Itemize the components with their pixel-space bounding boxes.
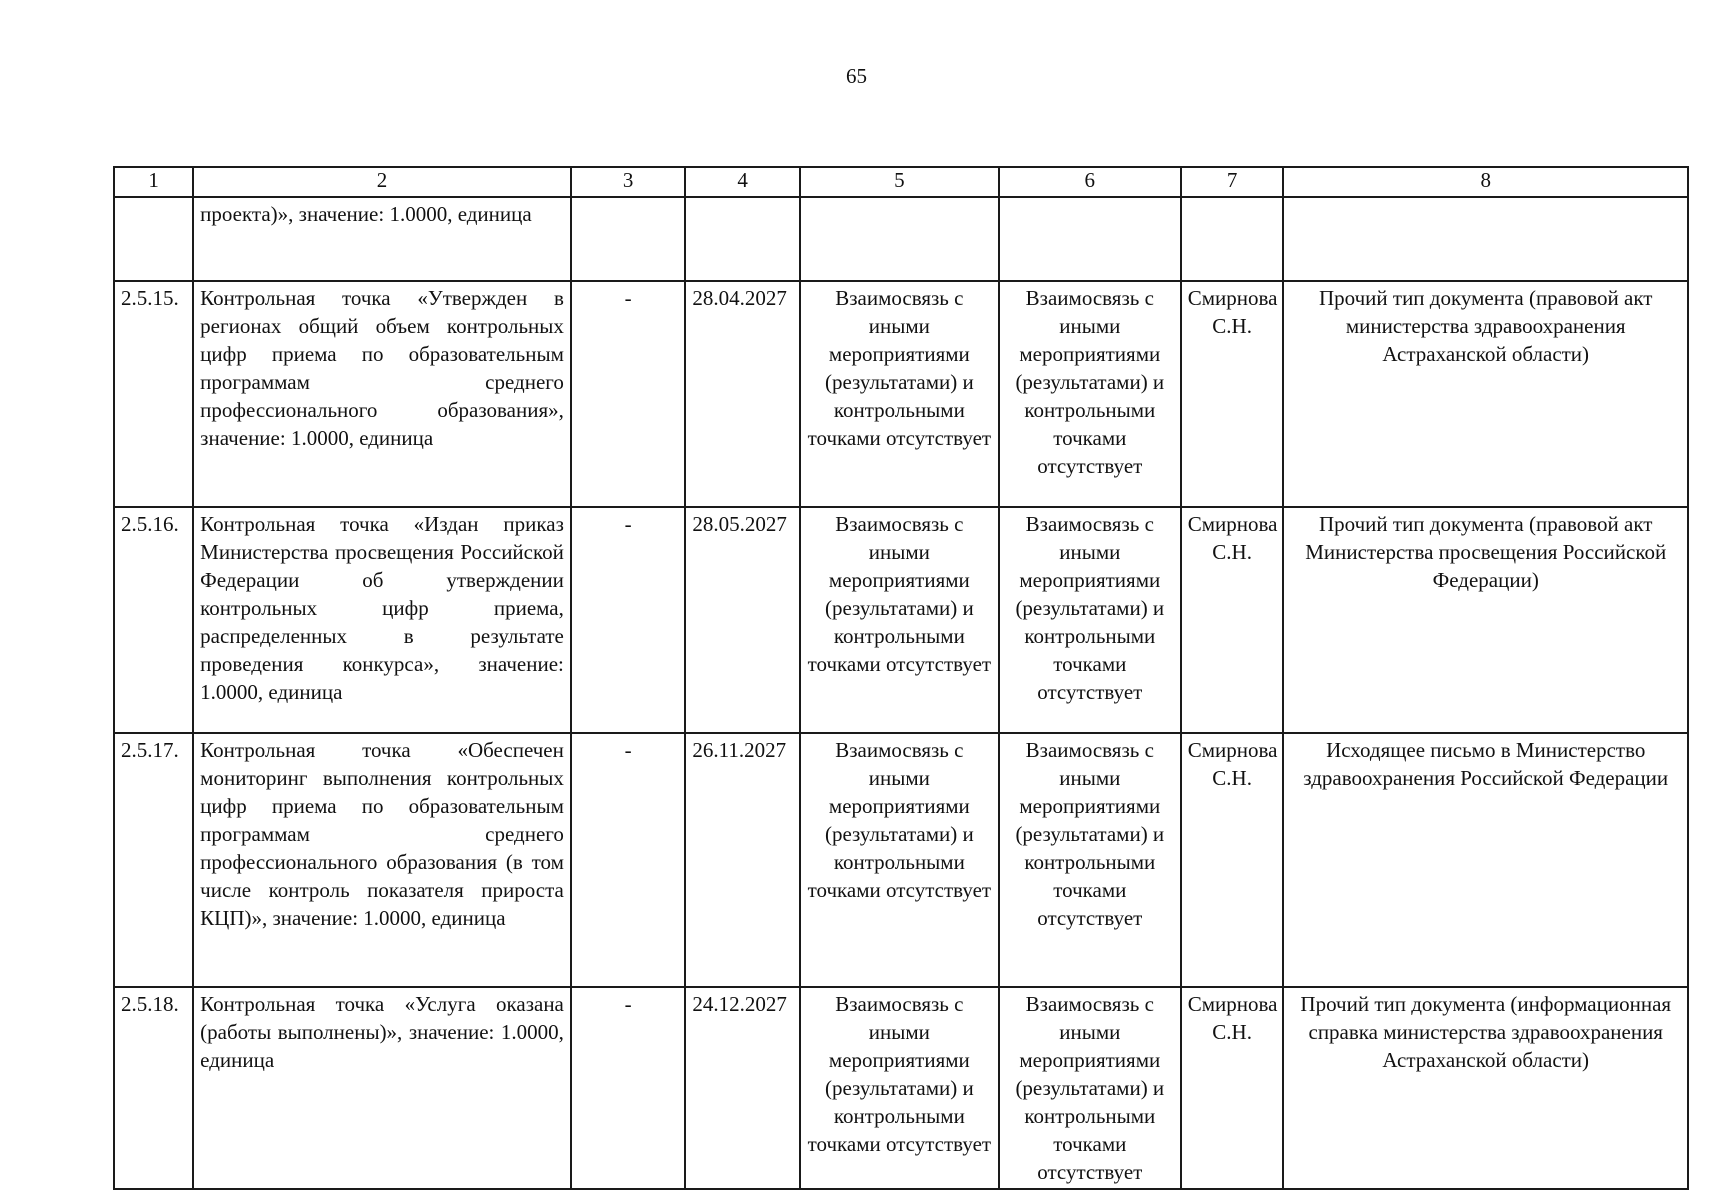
column-header: 7: [1181, 167, 1284, 197]
cell-num: [114, 197, 193, 281]
header-row: [114, 167, 1688, 197]
column-header: 8: [1283, 167, 1688, 197]
cell-date: 28.04.2027: [685, 281, 799, 507]
column-header: 3: [571, 167, 685, 197]
cell-document: Прочий тип документа (правовой акт Министерства просвещения Российской Федерации): [1283, 507, 1688, 733]
cell-document: Исходящее письмо в Министерство здравоохранения Российской Федерации: [1283, 733, 1688, 987]
column-header: 2: [193, 167, 571, 197]
column-header: 4: [685, 167, 799, 197]
cell-description: Контрольная точка «Услуга оказана (работы выполнены)», значение: 1.0000, единица: [193, 987, 571, 1189]
cell-col5: Взаимосвязь с иными мероприятиями (результатами) и контрольными точками отсутствует: [800, 987, 999, 1189]
cell-col5: Взаимосвязь с иными мероприятиями (результатами) и контрольными точками отсутствует: [800, 507, 999, 733]
table-row: [114, 507, 1688, 733]
continuation-row: [114, 197, 1688, 281]
cell-num: 2.5.18.: [114, 987, 193, 1189]
column-header: 6: [999, 167, 1181, 197]
cell-col3: -: [571, 507, 685, 733]
cell-document: Прочий тип документа (правовой акт министерства здравоохранения Астраханской области): [1283, 281, 1688, 507]
cell-col3: -: [571, 733, 685, 987]
cell-num: 2.5.15.: [114, 281, 193, 507]
cell-col6: [999, 197, 1181, 281]
cell-description: проекта)», значение: 1.0000, единица: [193, 197, 571, 281]
cell-num: 2.5.16.: [114, 507, 193, 733]
cell-col6: Взаимосвязь с иными мероприятиями (результатами) и контрольными точками отсутствует: [999, 987, 1181, 1189]
cell-document: Прочий тип документа (информационная справка министерства здравоохранения Астраханской области): [1283, 987, 1688, 1189]
cell-col6: Взаимосвязь с иными мероприятиями (результатами) и контрольными точками отсутствует: [999, 281, 1181, 507]
cell-responsible: Смирнова С.Н.: [1181, 987, 1284, 1189]
cell-responsible: Смирнова С.Н.: [1181, 281, 1284, 507]
page-number: 65: [846, 64, 867, 88]
cell-col5: Взаимосвязь с иными мероприятиями (результатами) и контрольными точками отсутствует: [800, 281, 999, 507]
cell-date: 24.12.2027: [685, 987, 799, 1189]
cell-num: 2.5.17.: [114, 733, 193, 987]
cell-date: [685, 197, 799, 281]
cell-responsible: Смирнова С.Н.: [1181, 733, 1284, 987]
cell-date: 26.11.2027: [685, 733, 799, 987]
cell-document: [1283, 197, 1688, 281]
column-header: 5: [800, 167, 999, 197]
cell-col6: Взаимосвязь с иными мероприятиями (результатами) и контрольными точками отсутствует: [999, 733, 1181, 987]
cell-col6: Взаимосвязь с иными мероприятиями (результатами) и контрольными точками отсутствует: [999, 507, 1181, 733]
cell-col3: [571, 197, 685, 281]
cell-responsible: Смирнова С.Н.: [1181, 507, 1284, 733]
table-row: [114, 733, 1688, 987]
cell-col3: -: [571, 987, 685, 1189]
cell-col5: Взаимосвязь с иными мероприятиями (результатами) и контрольными точками отсутствует: [800, 733, 999, 987]
column-header: 1: [114, 167, 193, 197]
table-row: [114, 987, 1688, 1189]
cell-responsible: [1181, 197, 1284, 281]
cell-col3: -: [571, 281, 685, 507]
cell-col5: [800, 197, 999, 281]
plan-table: [113, 166, 1689, 1190]
table-row: [114, 281, 1688, 507]
cell-date: 28.05.2027: [685, 507, 799, 733]
cell-description: Контрольная точка «Издан приказ Министерства просвещения Российской Федерации об утверждении контрольных цифр приема, распределенных в результате проведения конкурса», значение: 1.0000, единица: [193, 507, 571, 733]
cell-description: Контрольная точка «Обеспечен мониторинг выполнения контрольных цифр приема по образовательным программам среднего профессионального образования (в том числе контроль показателя прироста КЦП)», значение: 1.0000, единица: [193, 733, 571, 987]
cell-description: Контрольная точка «Утвержден в регионах общий объем контрольных цифр приема по образовательным программам среднего профессионального образования», значение: 1.0000, единица: [193, 281, 571, 507]
